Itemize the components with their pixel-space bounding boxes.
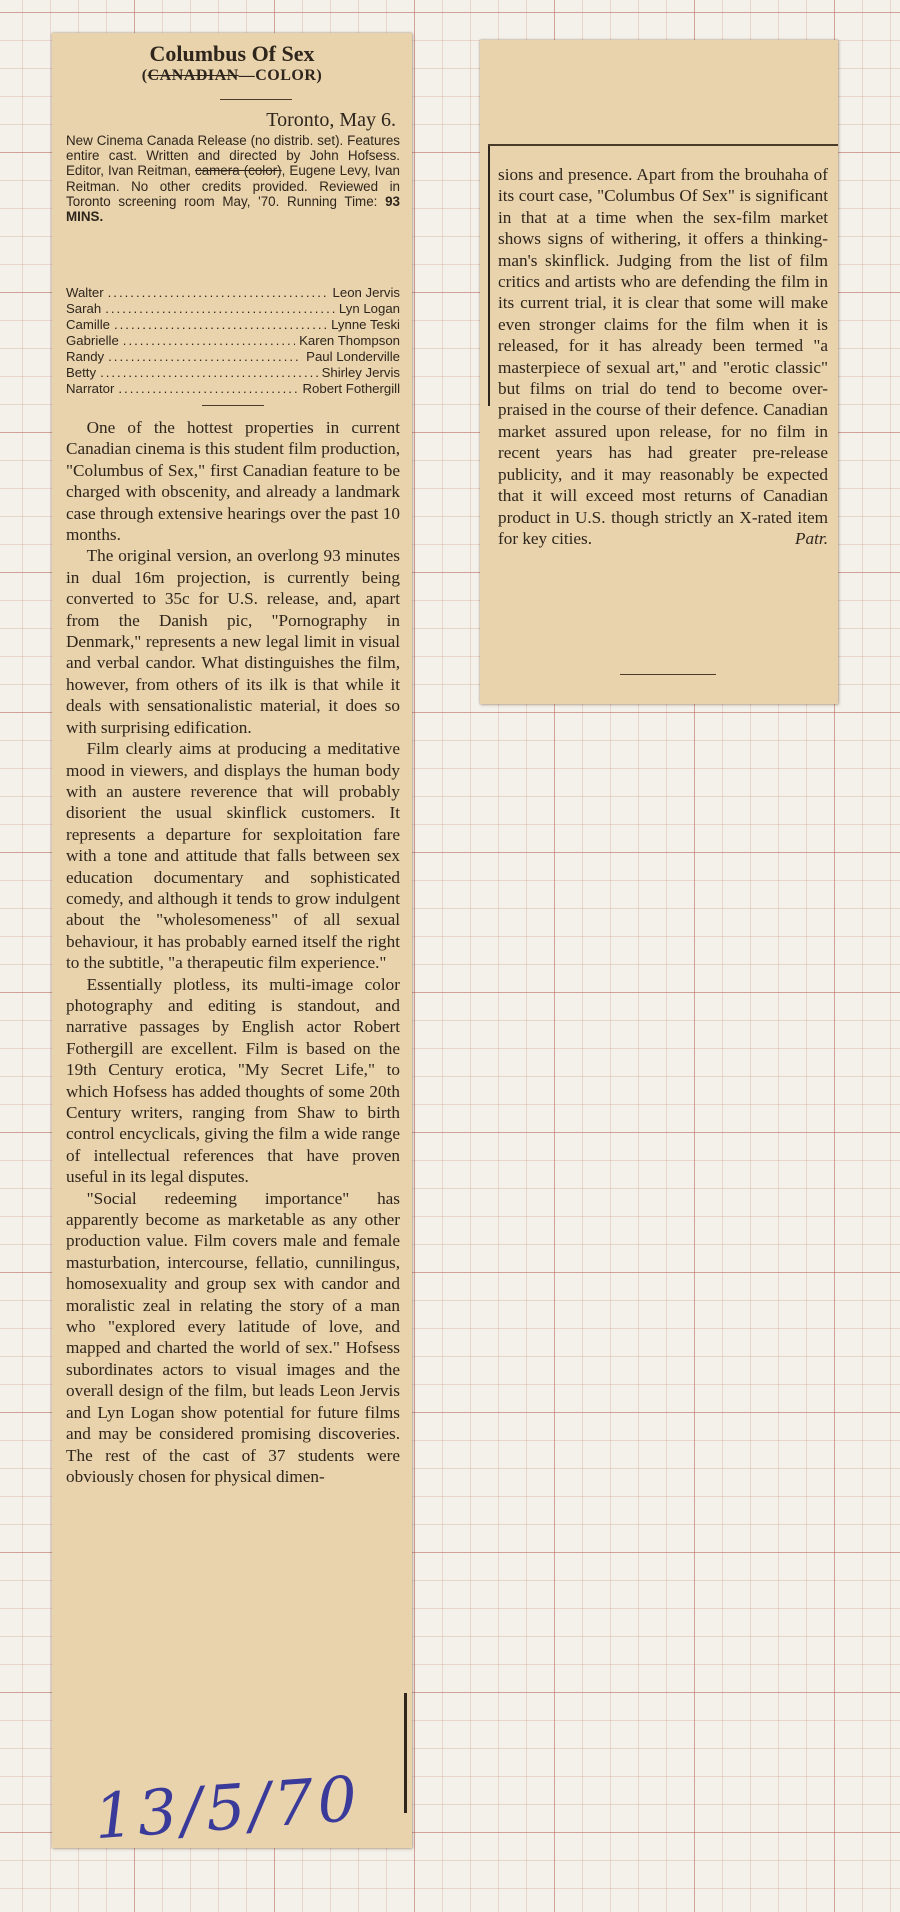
struck-credit: camera (color) bbox=[195, 163, 282, 179]
paragraph: sions and presence. Apart from the brouhaha of its court case, "Columbus Of Sex" is significant in that at a time when the sex-film market shows signs of withering, it offers a thinking-man's skinflick. Judging from the list of film critics and artists who are defending the film in its current trial, it is clear that some will make even stronger claims for the film when it is released, for it has already been termed "a masterpiece of sexual art," and "erotic classic" but films on trial do tend to become over-praised in the course of their defence. Canadian market assured upon release, for no film in recent years has had greater pre-release publicity, and it may reasonably be expected that it will exceed most returns of Canadian product in U.S. though strictly an X-rated item for key cities. bbox=[498, 165, 828, 548]
byline: Patr. bbox=[795, 528, 828, 548]
right-clipping bbox=[480, 40, 838, 704]
cast-list bbox=[66, 285, 400, 397]
column-rule bbox=[404, 1693, 407, 1813]
divider bbox=[202, 405, 264, 406]
paragraph: "Social redeeming importance" has apparently become as marketable as any other production value. Film covers male and female masturbation, intercourse, fellatio, cunnilingus, homosexuality and group sex with candor and moralistic zeal in relating the story of a man who "explored every latitude of love, and mapped and charted the world of sex." Hofsess subordinates actors to visual images and the overall design of the film, but leads Leon Jervis and Lyn Logan show potential for future films and may be considered promising discoveries. The rest of the cast of 37 students were obviously chosen for physical dimen- bbox=[66, 1188, 400, 1486]
review-text-left bbox=[66, 417, 400, 1487]
credits-block: New Cinema Canada Release (no distrib. set). Features entire cast. Written and directed by John Hofsess. Editor, Ivan Reitman, camera (color), Eugene Levy, Ivan Reitman. No other credits provided. Reviewed in Toronto screening room May, '70. Running Time: 93 MINS. bbox=[66, 133, 400, 225]
cast-row: Sarah ..... Lyn Logan bbox=[66, 301, 400, 317]
divider bbox=[620, 674, 716, 675]
cast-row: Narrator ..... Robert Fothergill bbox=[66, 381, 400, 397]
cast-row: Randy ..... Paul Londerville bbox=[66, 349, 400, 365]
handwritten-date: 13/5/70 bbox=[91, 1761, 364, 1854]
cast-row: Camille ..... Lynne Teski bbox=[66, 317, 400, 333]
cast-row: Walter ..... Leon Jervis bbox=[66, 285, 400, 301]
paragraph: One of the hottest properties in current Canadian cinema is this student film production, "Columbus of Sex," first Canadian feature to be charged with obscenity, and already a landmark case through extensive hearings over the past 10 months. bbox=[66, 418, 400, 545]
struck-word: CANADIAN bbox=[147, 67, 239, 84]
paragraph: Essentially plotless, its multi-image color photography and editing is standout, and narrative passages by English actor Robert Fothergill are excellent. Film is based on the 19th Century erotica, "My Secret Life," to which Hofsess has added thoughts of some 20th Century writers, ranging from Shaw to birth control encyclicals, giving the film a wide range of intellectual references that have proven useful in its legal disputes. bbox=[66, 974, 400, 1187]
paragraph: Film clearly aims at producing a meditative mood in viewers, and displays the human body with an austere reverence that will probably disorient the usual skinflick customers. It represents a departure for sexploitation fare with a tone and attitude that falls between sex education documentary and sophisticated comedy, and although it tends to grow indulgent about the "wholesomeness" of all sexual behaviour, it has probably earned itself the right to the subtitle, "a therapeutic film experience." bbox=[66, 739, 400, 973]
headline-title: Columbus Of Sex bbox=[149, 41, 315, 66]
paragraph: The original version, an overlong 93 minutes in dual 16m projection, is currently being converted to 35c for U.S. release, and, apart from the Danish pic, "Pornography in Denmark," represents a new legal limit in visual and verbal candor. What distinguishes the film, however, from others of its ilk is that while it deals with sensationalistic material, it does so with surprising edification. bbox=[66, 546, 400, 737]
running-time: 93 MINS. bbox=[66, 193, 400, 225]
top-rule bbox=[488, 144, 838, 146]
left-clipping bbox=[52, 33, 412, 1854]
divider bbox=[220, 99, 292, 100]
column-rule bbox=[488, 146, 490, 406]
headline-subtitle: (CANADIAN—COLOR) bbox=[141, 67, 323, 84]
review-text-right bbox=[498, 164, 828, 549]
cast-row: Betty ..... Shirley Jervis bbox=[66, 365, 400, 381]
cast-row: Gabrielle ..... Karen Thompson bbox=[66, 333, 400, 349]
dateline: Toronto, May 6. bbox=[266, 109, 396, 131]
